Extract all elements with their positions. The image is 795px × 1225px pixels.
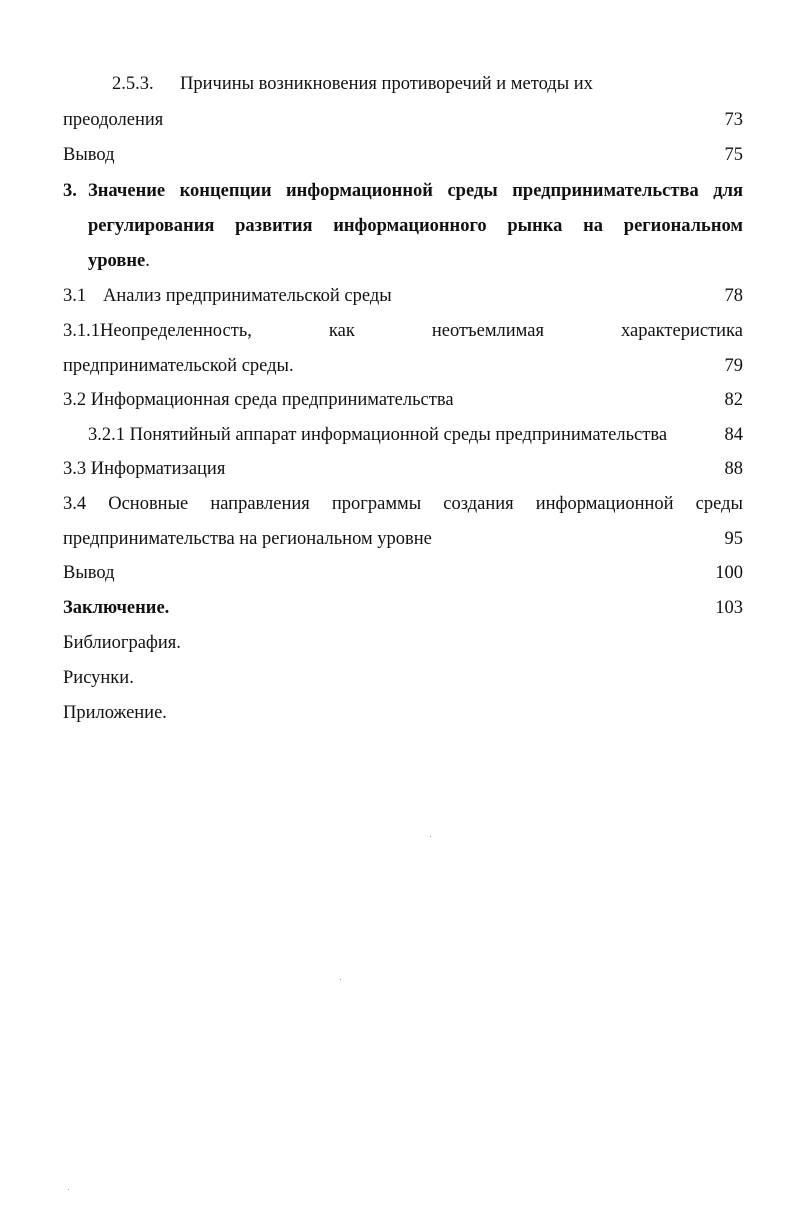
toc-page-number: 100 [715, 563, 743, 583]
toc-word: направления [210, 494, 310, 514]
toc-chapter-3-heading [63, 179, 743, 203]
toc-entry-2-5-3 [63, 72, 743, 96]
toc-entry-appendix [63, 701, 743, 725]
toc-word: Основные [108, 494, 189, 514]
toc-word: как [328, 321, 355, 341]
toc-entry-3-3 [63, 457, 743, 481]
toc-word: Неопределенность, [100, 321, 252, 341]
toc-entry-figures [63, 666, 743, 690]
toc-word: создания [443, 494, 514, 514]
toc-title: предпринимательства на региональном уровне [63, 529, 432, 549]
toc-entry-3-1 [63, 284, 743, 308]
toc-title: Приложение. [63, 703, 167, 723]
toc-entry-3-2-1 [88, 423, 743, 447]
toc-entry-3-1-1-continued [63, 354, 743, 378]
scan-speck [430, 836, 431, 837]
toc-word: информационной [535, 494, 674, 514]
toc-entry-bibliography [63, 631, 743, 655]
toc-number: 3.4 [63, 494, 87, 514]
toc-word: характеристика [620, 321, 743, 341]
toc-entry-2-5-3-continued [63, 108, 743, 132]
scan-speck [68, 1189, 69, 1190]
toc-title: Анализ предпринимательской среды [103, 286, 392, 306]
toc-title: предпринимательской среды. [63, 356, 294, 376]
toc-title: Причины возникновения противоречий и методы их [180, 74, 593, 94]
toc-title: Значение концепции информационной среды предпринимательства для [88, 181, 743, 201]
toc-title-period: . [145, 251, 150, 271]
toc-page-number: 95 [724, 529, 743, 549]
toc-word: неотъемлимая [431, 321, 544, 341]
toc-page-number: 103 [715, 598, 743, 618]
toc-chapter-3-heading-line3 [88, 249, 388, 273]
toc-chapter-3-heading-line2 [88, 214, 743, 238]
toc-page-number: 79 [724, 356, 743, 376]
toc-title: Библиография. [63, 633, 181, 653]
toc-title: Вывод [63, 563, 115, 583]
toc-title: 3.3 Информатизация [63, 459, 226, 479]
toc-page-number: 75 [724, 145, 743, 165]
toc-entry-final-conclusion [63, 596, 743, 620]
toc-word: программы [331, 494, 422, 514]
toc-title: Рисунки. [63, 668, 134, 688]
toc-number: 3.1 [63, 286, 87, 306]
toc-title: Вывод [63, 145, 115, 165]
toc-title: Заключение. [63, 598, 170, 618]
toc-number: 3.1.1 [63, 321, 100, 341]
toc-word: среды [695, 494, 743, 514]
toc-entry-conclusion-ch3 [63, 561, 743, 585]
toc-page-number: 82 [724, 390, 743, 410]
toc-entry-conclusion-ch2 [63, 143, 743, 167]
toc-page-number: 73 [724, 110, 743, 130]
toc-entry-3-2 [63, 388, 743, 412]
toc-entry-3-4-continued [63, 527, 743, 551]
toc-title: преодоления [63, 110, 164, 130]
toc-title: 3.2 Информационная среда предпринимательства [63, 390, 454, 410]
toc-title: 3.2.1 Понятийный аппарат информационной среды предпринимательства [88, 425, 668, 445]
toc-page-number: 84 [724, 425, 743, 445]
scan-speck [340, 979, 341, 980]
toc-page-number: 78 [724, 286, 743, 306]
toc-page-number: 88 [724, 459, 743, 479]
toc-entry-3-1-1 [63, 319, 743, 343]
toc-number: 2.5.3. [112, 74, 154, 94]
toc-entry-3-4 [63, 492, 743, 516]
toc-title: уровне [88, 251, 146, 271]
toc-title: регулирования развития информационного рынка на региональном [88, 216, 743, 236]
toc-number: 3. [63, 181, 77, 201]
